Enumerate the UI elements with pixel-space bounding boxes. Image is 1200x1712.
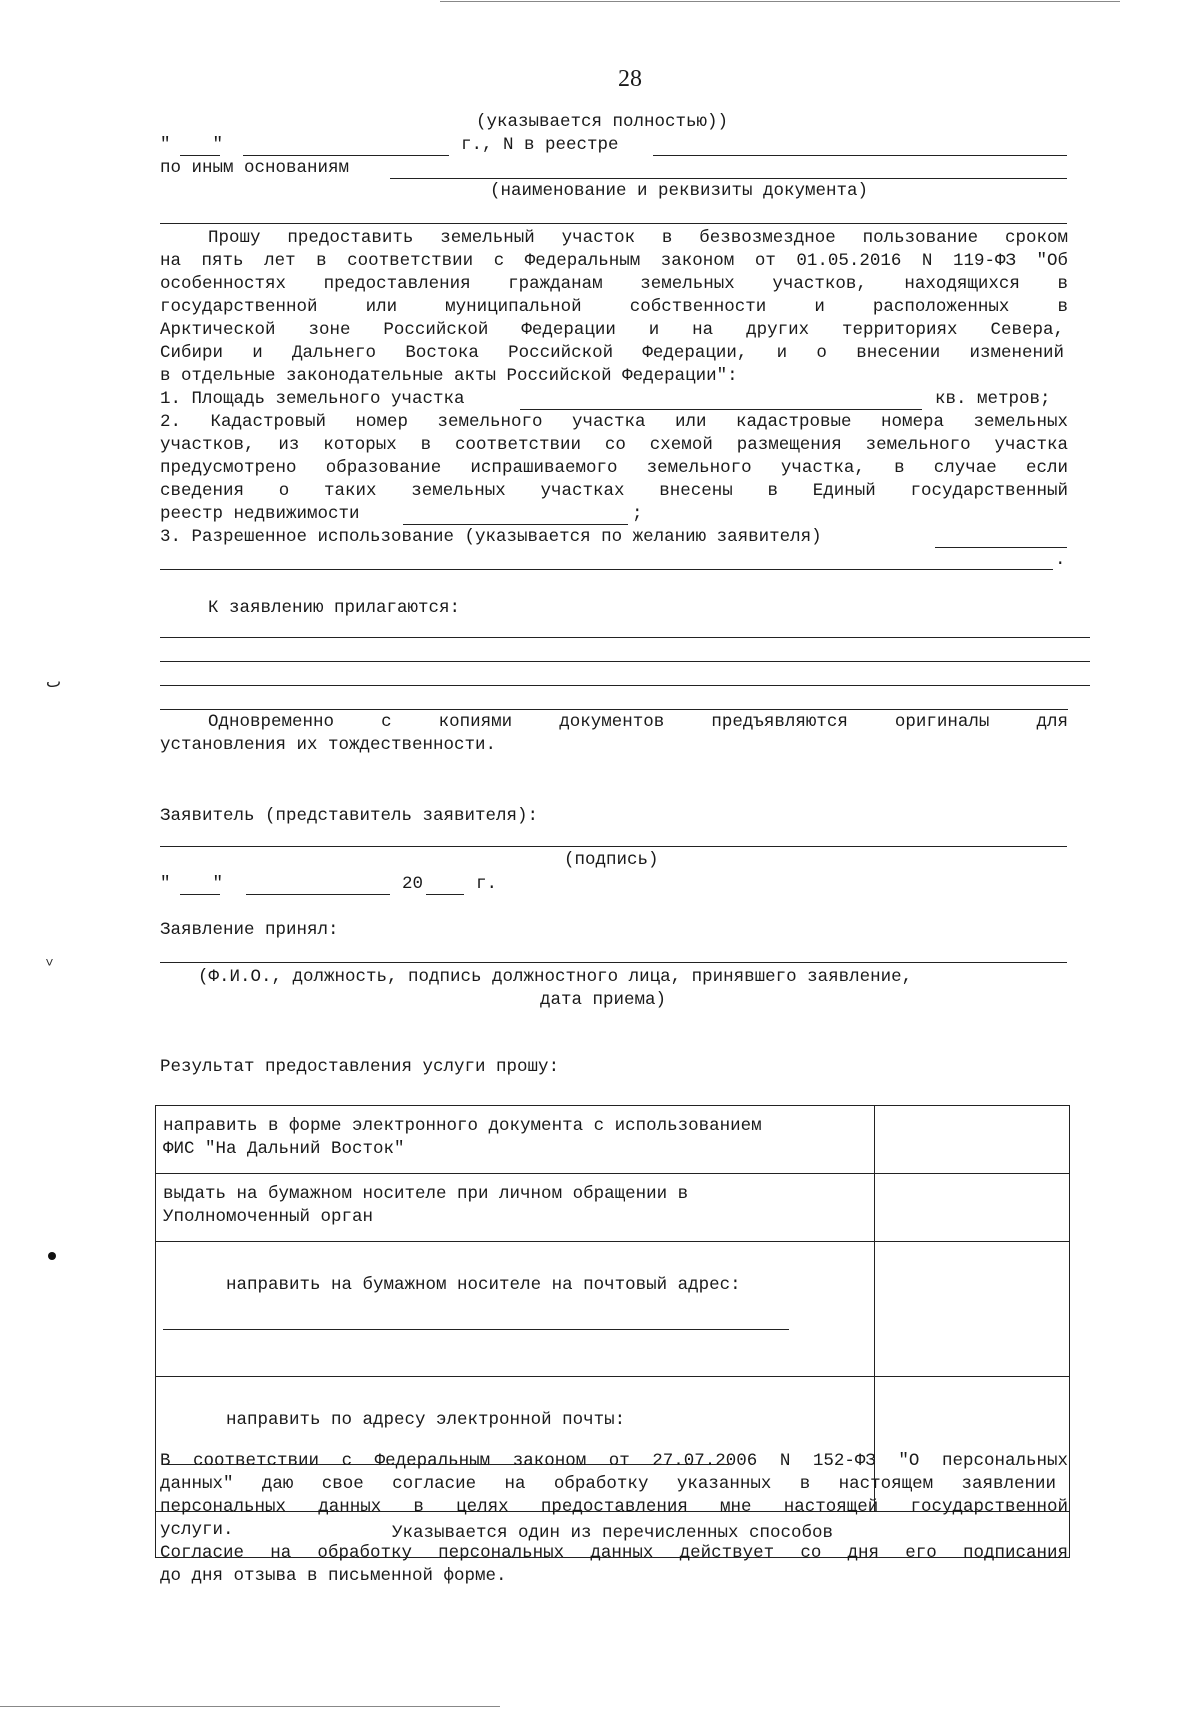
accepted-blank <box>160 962 1067 963</box>
result-option-email-label: направить по адресу электронной почты: <box>226 1410 626 1430</box>
other-grounds-label: по иным основаниям <box>160 158 350 178</box>
consent-paragraph <box>160 1450 1068 1588</box>
attachments-line-2 <box>160 661 1090 662</box>
originals-line: установления их тождественности. <box>160 735 497 755</box>
originals-paragraph <box>160 711 1068 757</box>
request-line: особенностях предоставления гражданам земельных участков, находящихся в <box>160 274 1068 294</box>
result-option-row <box>156 1174 1070 1242</box>
registry-month-blank <box>243 155 449 156</box>
item2-paragraph <box>160 411 1068 503</box>
result-option-postal <box>156 1242 875 1377</box>
result-option-postal-label: направить на бумажном носителе на почтовый адрес: <box>226 1275 741 1295</box>
consent-line: В соответствии с Федеральным законом от 27.07.2006 N 152-ФЗ "О персональных <box>160 1451 1068 1471</box>
item3-label: 3. Разрешенное использование (указывается по желанию заявителя) <box>160 527 822 547</box>
registry-label: г., N в реестре <box>461 135 619 155</box>
consent-line: данных" даю свое согласие на обработку указанных в настоящем заявлении <box>160 1474 1056 1494</box>
item3-use-blank-2 <box>160 569 1053 570</box>
result-option-row <box>156 1242 1070 1377</box>
scan-mark: ٮ <box>46 672 62 691</box>
full-name-note: (указывается полностью)) <box>476 112 729 132</box>
request-line: Прошу предоставить земельный участок в безвозмездное пользование сроком <box>208 228 1068 248</box>
accepted-caption-1: (Ф.И.О., должность, подпись должностного лица, принявшего заявление, <box>198 967 913 987</box>
item2-line: участков, из которых в соответствии со схемой размещения земельного участка <box>160 435 1068 455</box>
applicant-day-blank <box>180 894 220 895</box>
scan-edge-top <box>440 1 1120 2</box>
applicant-year-suffix: г. <box>476 874 498 894</box>
registry-date-quotes: " " <box>160 135 224 155</box>
originals-line: Одновременно с копиями документов предъявляются оригиналы для <box>208 712 1068 732</box>
result-option-electronic: направить в форме электронного документа с использованием ФИС "На Дальний Восток" <box>156 1106 875 1174</box>
item2-end: ; <box>632 504 643 524</box>
accepted-label: Заявление принял: <box>160 920 339 940</box>
item1-unit: кв. метров; <box>935 389 1051 409</box>
request-line: Арктической зоне Российской Федерации и на других территориях Севера, <box>160 320 1064 340</box>
item3-use-blank-1 <box>935 547 1067 548</box>
item3-end: . <box>1055 550 1066 570</box>
item1-label: 1. Площадь земельного участка <box>160 389 465 409</box>
applicant-signature-blank <box>160 846 1067 847</box>
result-option-checkbox[interactable] <box>874 1174 1069 1242</box>
request-paragraph <box>160 227 1068 388</box>
page-number: 28 <box>618 66 642 92</box>
result-label: Результат предоставления услуги прошу: <box>160 1057 560 1077</box>
document-caption: (наименование и реквизиты документа) <box>490 181 869 201</box>
attachments-line-3 <box>160 685 1090 686</box>
applicant-year-prefix: 20 <box>402 874 424 894</box>
applicant-label: Заявитель (представитель заявителя): <box>160 806 539 826</box>
registry-number-blank <box>653 155 1067 156</box>
document-blank <box>160 223 1067 224</box>
consent-line: услуги. <box>160 1520 234 1540</box>
result-option-checkbox[interactable] <box>874 1242 1069 1377</box>
applicant-month-blank <box>246 894 390 895</box>
scan-mark: ⱽ <box>46 956 53 975</box>
consent-line: персональных данных в целях предоставления мне настоящей государственной <box>160 1497 1068 1517</box>
accepted-caption-2: дата приема) <box>540 990 667 1010</box>
registry-day-blank <box>180 155 220 156</box>
request-line: на пять лет в соответствии с Федеральным законом от 01.05.2016 N 119-ФЗ "Об <box>160 251 1068 271</box>
attachments-line-1 <box>160 637 1090 638</box>
consent-line: до дня отзыва в письменной форме. <box>160 1566 507 1586</box>
applicant-year-blank <box>426 894 464 895</box>
attachments-line-4 <box>160 709 1068 710</box>
applicant-date-quotes: " " <box>160 874 224 894</box>
result-option-checkbox[interactable] <box>874 1106 1069 1174</box>
scan-dot <box>48 1252 56 1260</box>
result-option-in-person: выдать на бумажном носителе при личном обращении в Уполномоченный орган <box>156 1174 875 1242</box>
item2-cadastral-blank <box>403 524 628 525</box>
signature-caption: (подпись) <box>564 850 659 870</box>
result-option-row <box>156 1106 1070 1174</box>
item2-line: 2. Кадастровый номер земельного участка или кадастровые номера земельных <box>160 412 1068 432</box>
postal-address-blank <box>163 1329 789 1330</box>
item2-last-line: реестр недвижимости <box>160 504 360 524</box>
other-grounds-blank <box>390 178 1067 179</box>
request-line: в отдельные законодательные акты Российской Федерации": <box>160 366 738 386</box>
item2-line: сведения о таких земельных участках внесены в Единый государственный <box>160 481 1068 501</box>
result-note: Указывается один из перечисленных способов <box>156 1512 1070 1558</box>
scan-edge-bottom <box>0 1706 500 1707</box>
item2-line: предусмотрено образование испрашиваемого земельного участка, в случае если <box>160 458 1068 478</box>
item1-area-blank <box>520 409 922 410</box>
consent-line: Согласие на обработку персональных данных действует со дня его подписания <box>160 1543 1068 1563</box>
request-line: государственной или муниципальной собственности и расположенных в <box>160 297 1068 317</box>
attachments-label: К заявлению прилагаются: <box>208 598 461 618</box>
request-line: Сибири и Дальнего Востока Российской Федерации, и о внесении изменений <box>160 343 1064 363</box>
